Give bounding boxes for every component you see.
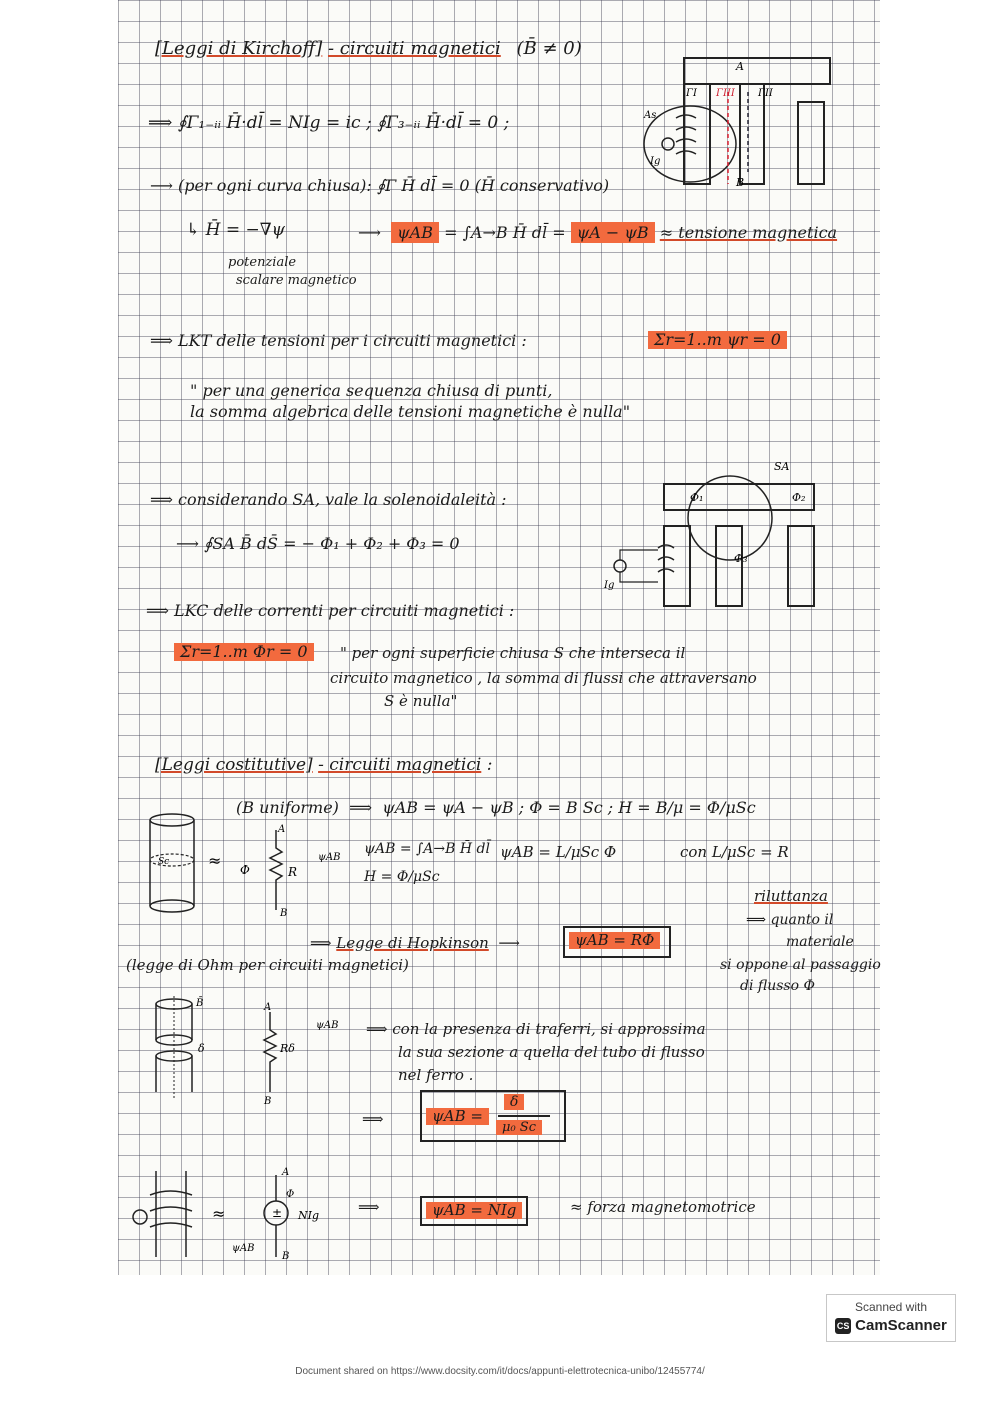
title-constitutive-part1: [Leggi costitutive] <box>155 755 313 775</box>
mmf-formula: ψAB = NIg <box>426 1202 522 1219</box>
sc-label: Sc <box>158 857 170 867</box>
mmf-box <box>420 1196 528 1226</box>
r-point-a: A <box>278 824 286 835</box>
footer-source: Document shared on https://www.docsity.com/it/docs/appunti-elettrotecnica-unibo/12455774/ <box>295 1366 705 1377</box>
flux-equation: ⟶ ∮SA B̄ dS̄ = − Φ₁ + Φ₂ + Φ₃ = 0 <box>176 534 460 553</box>
lkt-quote-line2: la somma algebrica delle tensioni magnetiche è nulla" <box>190 402 631 421</box>
potential-label-line1: potenziale <box>228 255 297 270</box>
definitions: ψAB = ψA − ψB ; Φ = B Sc ; H = B/μ = Φ/μSc <box>382 798 756 817</box>
gap-formula-denominator: μ₀ Sc <box>496 1120 542 1135</box>
title-kirchhoff-part2: - circuiti magnetici <box>327 38 501 59</box>
reluctance-note-line4: di flusso Φ <box>740 978 815 994</box>
lkt-formula: Σr=1..m ψr = 0 <box>648 331 787 349</box>
lkc-quote-line1: " per ogni superficie chiusa S che interseca il <box>340 644 686 662</box>
gap-point-b: B <box>264 1096 272 1107</box>
title-kirchhoff-part1: [Leggi di Kirchoff] <box>155 38 323 59</box>
flux-tube-reluctance-diagram <box>148 810 348 920</box>
title-kirchhoff-condition: (B̄ ≠ 0) <box>516 38 582 59</box>
sa-label: SA <box>774 460 790 473</box>
gap-formula-numerator: δ <box>504 1094 524 1110</box>
reluctance-label: riluttanza <box>754 887 828 905</box>
branch-arrow: ↳ <box>186 220 206 240</box>
gap-point-a: A <box>264 1002 272 1013</box>
magnetic-tension-equation <box>358 225 837 241</box>
uniform-label: (B uniforme) <box>236 798 339 817</box>
hopkinson-formula: ψAB = RΦ <box>569 932 660 949</box>
tension-label: ≈ tensione magnetica <box>659 223 838 242</box>
mmf-label: ≈ forza magnetomotrice <box>570 1198 756 1216</box>
implies-arrow: ⟹ <box>146 601 175 620</box>
mmf-psi-label: ψAB <box>232 1243 255 1254</box>
gap-formula-box <box>420 1090 566 1142</box>
reluctance-result: ψAB = L/μSc Φ <box>500 843 617 861</box>
r-label: R <box>288 865 298 879</box>
fraction-bar <box>498 1115 550 1117</box>
solenoidal-statement: ⟹ considerando SA, vale la solenoidaleità : <box>150 490 507 509</box>
uniform-definitions: (B uniforme) ⟹ ψAB = ψA − ψB ; Φ = B Sc ; H = B/μ = Φ/μSc <box>236 798 756 817</box>
r-point-b: B <box>280 908 288 919</box>
hopkinson-statement: ⟹ Legge di Hopkinson ⟶ <box>310 934 520 952</box>
phi3-label: Φ₃ <box>734 552 748 565</box>
system-line1: ψAB = ∫A→B H̄ dl̄ <box>364 841 490 857</box>
tension-rhs-highlight: ψA − ψB <box>571 222 655 243</box>
gap-psi-label: ψAB <box>316 1020 339 1031</box>
gap-text-line1: ⟹ con la presenza di traferri, si approssima <box>366 1020 706 1038</box>
svg-text:≈: ≈ <box>208 851 222 870</box>
lkc-quote-line2: circuito magnetico , la somma di flussi che attraversano <box>330 669 757 687</box>
air-gap-diagram <box>150 996 350 1106</box>
phi1-label: Φ₁ <box>690 491 704 504</box>
camscanner-icon: CS <box>835 1318 851 1334</box>
lkt-statement: ⟹ LKT delle tensioni per i circuiti magnetici : <box>150 331 527 350</box>
section-title-kirchhoff <box>155 40 582 58</box>
gap-formula-lhs: ψAB = <box>426 1108 489 1125</box>
tension-lhs-highlight: ψAB <box>391 222 439 243</box>
watermark-brand: CamScanner <box>855 1317 947 1334</box>
tension-integral: = ∫A→B H̄ dl̄ = <box>444 223 566 242</box>
delta-label: δ <box>198 1042 205 1055</box>
implies-arrow: ⟹ <box>150 331 179 350</box>
potential-equation: ↳ H̄ = −∇ψ <box>186 220 285 240</box>
reluctance-note-line1: ⟹ quanto il <box>746 912 834 928</box>
ig-label: Ig <box>650 156 661 167</box>
b-vec-label: B̄ <box>196 998 204 1009</box>
flux-circuit-diagram <box>598 456 828 616</box>
point-a-label: A <box>736 60 744 73</box>
implies-arrow-gap: ⟹ <box>362 1110 384 1128</box>
svg-text:±: ± <box>272 1206 283 1220</box>
lkc-quote-line3: S è nulla" <box>384 692 458 710</box>
gamma2-label: ΓII <box>758 88 773 99</box>
closed-curve-statement: ⟶ (per ogni curva chiusa): ∮Γ H̄ dl̄ = 0 (H̄ conservativo) <box>150 176 610 195</box>
svg-text:≈: ≈ <box>212 1204 226 1223</box>
implies-arrow-mmf: ⟹ <box>358 1198 380 1216</box>
mmf-point-a: A <box>282 1167 290 1178</box>
lkc-statement: ⟹ LKC delle correnti per circuiti magnetici : <box>146 601 515 620</box>
system-line2: H = Φ/μSc <box>364 869 440 885</box>
reluctance-note-line2: materiale <box>786 934 854 950</box>
mmf-source-label: NIg <box>298 1209 320 1222</box>
ohm-note: (legge di Ohm per circuiti magnetici) <box>126 956 409 974</box>
as-label: As <box>644 110 657 121</box>
potential-label-line2: scalare magnetico <box>236 273 357 288</box>
arrow-icon: ⟶ <box>358 223 387 242</box>
lkc-formula: Σr=1..m Φr = 0 <box>174 643 314 661</box>
arrow-icon: ⟶ <box>176 534 205 553</box>
implies-arrow: ⟹ <box>150 490 179 509</box>
mmf-phi-label: Φ <box>286 1189 295 1200</box>
gamma3-label: ΓIII <box>716 88 735 99</box>
phi-label: Φ <box>240 863 250 877</box>
gap-text-line3: nel ferro . <box>398 1066 474 1084</box>
implies-arrow: ⟹ <box>148 113 178 133</box>
ig-label-2: Ig <box>604 580 615 591</box>
reluctance-definition: con L/μSc = R <box>680 843 789 861</box>
watermark-line1: Scanned with <box>854 1300 928 1314</box>
lkt-quote-line1: " per una generica sequenza chiusa di punti, <box>190 381 553 400</box>
point-b-label: B <box>736 176 745 189</box>
hopkinson-label: Legge di Hopkinson <box>336 934 489 952</box>
gamma1-label: ΓI <box>686 88 697 99</box>
title-constitutive-part2: - circuiti magnetici <box>318 755 482 775</box>
hopkinson-box <box>563 926 671 958</box>
circuitation-equation: ⟹ ∮Γ₁₋ᵢᵢ H̄·dl̄ = NIg = ic ; ∮Γ₃₋ᵢᵢ H̄·dl̄ = 0 ; <box>148 113 510 133</box>
mmf-source-diagram <box>132 1165 332 1265</box>
arrow-icon: ⟶ <box>150 176 179 195</box>
magnetic-circuit-diagram-1 <box>640 52 840 192</box>
phi2-label: Φ₂ <box>792 491 806 504</box>
rdelta-label: Rδ <box>280 1042 295 1055</box>
reluctance-note-line3: si oppone al passaggio <box>720 957 881 973</box>
watermark-line2 <box>827 1317 955 1334</box>
mmf-point-b: B <box>282 1251 290 1262</box>
psi-ab-label: ψAB <box>318 852 341 863</box>
section-title-constitutive: [Leggi costitutive] - circuiti magnetici : <box>155 755 493 775</box>
gap-text-line2: la sua sezione a quella del tubo di flusso <box>398 1043 705 1061</box>
camscanner-watermark <box>826 1294 956 1342</box>
